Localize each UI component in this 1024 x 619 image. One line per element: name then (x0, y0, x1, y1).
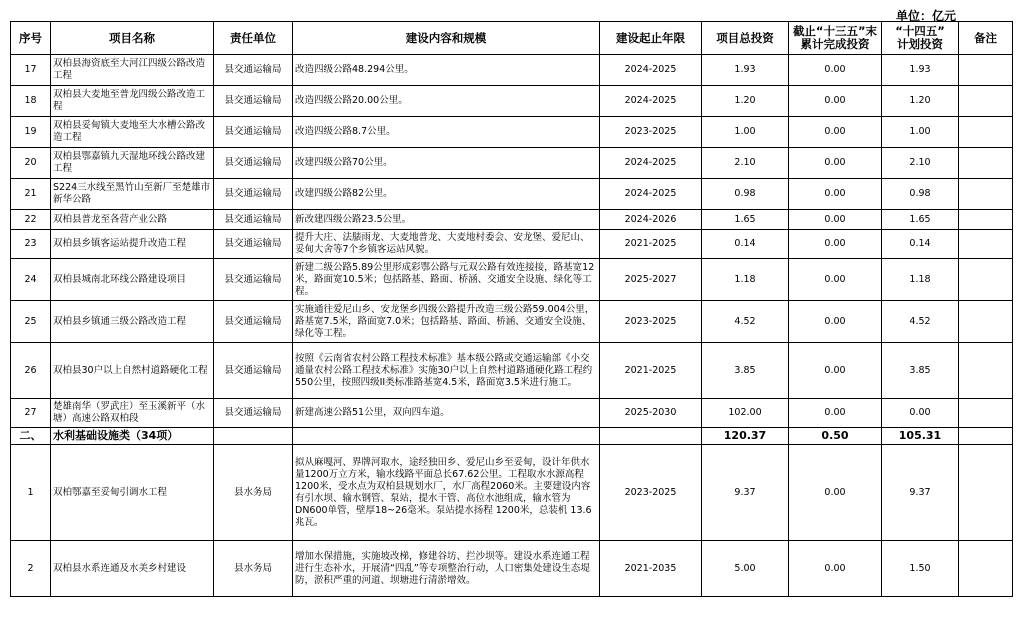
header-total: 项目总投资 (702, 22, 789, 55)
unit-label: 单位：亿元 (896, 9, 957, 23)
cell-no: 2 (11, 541, 51, 597)
cell-done: 0.00 (789, 230, 882, 259)
cell-name: S224三水线至黑竹山至新厂至楚雄市新华公路 (51, 179, 214, 210)
header-plan-line2: 计划投资 (897, 37, 943, 51)
cell-no: 22 (11, 210, 51, 230)
cell-name: 楚雄南华（罗武庄）至玉溪新平（水塘）高速公路双柏段 (51, 399, 214, 428)
cell-done: 0.00 (789, 86, 882, 117)
cell-total: 9.37 (702, 445, 789, 541)
cell-period: 2023-2025 (600, 445, 702, 541)
cell-period: 2024-2025 (600, 148, 702, 179)
cell-no: 17 (11, 55, 51, 86)
cell-remark (959, 148, 1013, 179)
section-name: 水利基础设施类（34项） (51, 428, 214, 445)
cell-name: 双柏县乡镇通三级公路改造工程 (51, 301, 214, 343)
cell-done: 0.00 (789, 343, 882, 399)
cell-total: 2.10 (702, 148, 789, 179)
cell-content: 拟从麻嘎河、界牌河取水，途经独田乡、爱尼山乡至妥甸，设计年供水量1200万立方米，输水线路平面总长67.62公里。工程取水水源高程1200米，受水点为双柏县规划水厂，水厂高程2060米。主要建设内容有引水坝、输水钢管、泵站，提水干管、高位水池组成，输水管为DN600单管，壁厚18~26毫米。泵站提水扬程 1200米，总装机 13.6兆瓦。 (293, 445, 600, 541)
cell-name: 双柏县鄂嘉镇九天湿地环线公路改建工程 (51, 148, 214, 179)
cell-plan: 1.93 (882, 55, 959, 86)
cell-no: 27 (11, 399, 51, 428)
cell-dept: 县交通运输局 (214, 210, 293, 230)
cell-period: 2025-2027 (600, 259, 702, 301)
cell-total: 1.65 (702, 210, 789, 230)
section-dept (214, 428, 293, 445)
cell-remark (959, 210, 1013, 230)
cell-plan: 4.52 (882, 301, 959, 343)
cell-dept: 县交通运输局 (214, 148, 293, 179)
cell-period: 2024-2025 (600, 55, 702, 86)
cell-dept: 县交通运输局 (214, 86, 293, 117)
cell-done: 0.00 (789, 148, 882, 179)
table-row (11, 86, 1013, 117)
cell-no: 24 (11, 259, 51, 301)
cell-content: 增加水保措施，实施坡改梯，修建谷坊、拦沙坝等。建设水系连通工程进行生态补水，开展清“四乱”等专项整治行动，人口密集处建设生态堤防，淤积严重的河道、坝塘进行清淤增效。 (293, 541, 600, 597)
header-no: 序号 (11, 22, 51, 55)
cell-done: 0.00 (789, 117, 882, 148)
section-content (293, 428, 600, 445)
header-row (11, 22, 1013, 55)
cell-done: 0.00 (789, 259, 882, 301)
cell-total: 1.20 (702, 86, 789, 117)
cell-remark (959, 230, 1013, 259)
header-remark: 备注 (959, 22, 1013, 55)
header-content: 建设内容和规模 (293, 22, 600, 55)
cell-no: 23 (11, 230, 51, 259)
cell-period: 2021-2035 (600, 541, 702, 597)
cell-remark (959, 343, 1013, 399)
cell-total: 1.18 (702, 259, 789, 301)
cell-content: 改造四级公路48.294公里。 (293, 55, 600, 86)
table-row (11, 148, 1013, 179)
cell-total: 0.98 (702, 179, 789, 210)
cell-content: 提升大庄、法脿雨龙、大麦地普龙、大麦地村委会、安龙堡、爱尼山、妥甸大舍等7个乡镇客运站风貌。 (293, 230, 600, 259)
cell-dept: 县交通运输局 (214, 55, 293, 86)
cell-plan: 2.10 (882, 148, 959, 179)
cell-dept: 县交通运输局 (214, 230, 293, 259)
cell-content: 实施通往爱尼山乡、安龙堡乡四级公路提升改造三级公路59.004公里，路基宽7.5米，路面宽7.0米；包括路基、路面、桥涵、交通安全设施、绿化等工程。 (293, 301, 600, 343)
header-done (789, 22, 882, 55)
cell-content: 新改建四级公路23.5公里。 (293, 210, 600, 230)
header-done-line2: 累计完成投资 (800, 37, 870, 51)
cell-remark (959, 55, 1013, 86)
cell-plan: 1.65 (882, 210, 959, 230)
cell-no: 26 (11, 343, 51, 399)
cell-dept: 县交通运输局 (214, 399, 293, 428)
cell-remark (959, 86, 1013, 117)
cell-total: 1.00 (702, 117, 789, 148)
cell-plan: 1.20 (882, 86, 959, 117)
cell-dept: 县交通运输局 (214, 259, 293, 301)
cell-remark (959, 445, 1013, 541)
cell-total: 102.00 (702, 399, 789, 428)
cell-period: 2024-2025 (600, 179, 702, 210)
cell-name: 双柏鄂嘉至妥甸引调水工程 (51, 445, 214, 541)
table-row (11, 301, 1013, 343)
cell-content: 新建高速公路51公里，双向四车道。 (293, 399, 600, 428)
cell-content: 新建二级公路5.89公里形成彩鄂公路与元双公路有效连接接，路基宽12米，路面宽10.5米；包括路基、路面、桥涵、交通安全设施、绿化等工程。 (293, 259, 600, 301)
cell-plan: 0.00 (882, 399, 959, 428)
cell-done: 0.00 (789, 210, 882, 230)
cell-dept: 县交通运输局 (214, 343, 293, 399)
table-row (11, 210, 1013, 230)
cell-no: 20 (11, 148, 51, 179)
header-dept: 责任单位 (214, 22, 293, 55)
table-row (11, 179, 1013, 210)
cell-content: 按照《云南省农村公路工程技术标准》基本级公路或交通运输部《小交通量农村公路工程技术标准》实施30户以上自然村道路通硬化路工程约550公里，按照四级II类标准路基宽4.5米，路面宽3.5米进行施工。 (293, 343, 600, 399)
cell-no: 25 (11, 301, 51, 343)
cell-name: 双柏县城南北环线公路建设项目 (51, 259, 214, 301)
cell-dept: 县交通运输局 (214, 117, 293, 148)
cell-done: 0.00 (789, 541, 882, 597)
cell-name: 双柏县普龙至各营产业公路 (51, 210, 214, 230)
cell-remark (959, 301, 1013, 343)
cell-done: 0.00 (789, 399, 882, 428)
header-name: 项目名称 (51, 22, 214, 55)
table-row (11, 55, 1013, 86)
header-plan-line1: “十四五” (895, 24, 945, 38)
cell-remark (959, 117, 1013, 148)
cell-no: 1 (11, 445, 51, 541)
cell-total: 1.93 (702, 55, 789, 86)
cell-period: 2025-2030 (600, 399, 702, 428)
table-row (11, 259, 1013, 301)
cell-name: 双柏县30户以上自然村道路硬化工程 (51, 343, 214, 399)
cell-content: 改建四级公路70公里。 (293, 148, 600, 179)
cell-no: 19 (11, 117, 51, 148)
cell-plan: 1.00 (882, 117, 959, 148)
cell-period: 2024-2026 (600, 210, 702, 230)
cell-name: 双柏县乡镇客运站提升改造工程 (51, 230, 214, 259)
cell-period: 2023-2025 (600, 117, 702, 148)
table-row (11, 230, 1013, 259)
cell-done: 0.00 (789, 301, 882, 343)
cell-no: 18 (11, 86, 51, 117)
project-table (10, 21, 1013, 597)
cell-content: 改造四级公路20.00公里。 (293, 86, 600, 117)
cell-dept: 县水务局 (214, 541, 293, 597)
cell-plan: 3.85 (882, 343, 959, 399)
cell-total: 0.14 (702, 230, 789, 259)
cell-name: 双柏县妥甸镇大麦地至大水槽公路改造工程 (51, 117, 214, 148)
table-row (11, 399, 1013, 428)
table-row (11, 343, 1013, 399)
cell-dept: 县交通运输局 (214, 179, 293, 210)
header-period: 建设起止年限 (600, 22, 702, 55)
cell-remark (959, 179, 1013, 210)
cell-content: 改造四级公路8.7公里。 (293, 117, 600, 148)
table-row (11, 541, 1013, 597)
table-row (11, 445, 1013, 541)
section-remark (959, 428, 1013, 445)
cell-plan: 9.37 (882, 445, 959, 541)
cell-period: 2021-2025 (600, 230, 702, 259)
cell-name: 双柏县海资底至大河江四级公路改造工程 (51, 55, 214, 86)
table-row (11, 117, 1013, 148)
cell-period: 2024-2025 (600, 86, 702, 117)
cell-total: 3.85 (702, 343, 789, 399)
cell-total: 4.52 (702, 301, 789, 343)
cell-remark (959, 259, 1013, 301)
section-plan: 105.31 (882, 428, 959, 445)
cell-plan: 0.98 (882, 179, 959, 210)
cell-done: 0.00 (789, 179, 882, 210)
cell-done: 0.00 (789, 55, 882, 86)
cell-plan: 1.18 (882, 259, 959, 301)
section-period (600, 428, 702, 445)
section-row (11, 428, 1013, 445)
cell-plan: 0.14 (882, 230, 959, 259)
cell-total: 5.00 (702, 541, 789, 597)
cell-remark (959, 541, 1013, 597)
section-total: 120.37 (702, 428, 789, 445)
cell-period: 2021-2025 (600, 343, 702, 399)
cell-done: 0.00 (789, 445, 882, 541)
cell-dept: 县水务局 (214, 445, 293, 541)
cell-period: 2023-2025 (600, 301, 702, 343)
section-done: 0.50 (789, 428, 882, 445)
cell-dept: 县交通运输局 (214, 301, 293, 343)
header-plan (882, 22, 959, 55)
cell-content: 改建四级公路82公里。 (293, 179, 600, 210)
cell-plan: 1.50 (882, 541, 959, 597)
cell-name: 双柏县大麦地至普龙四级公路改造工程 (51, 86, 214, 117)
cell-name: 双柏县水系连通及水美乡村建设 (51, 541, 214, 597)
section-no: 二、 (11, 428, 51, 445)
header-done-line1: 截止“十三五”末 (792, 24, 878, 38)
cell-no: 21 (11, 179, 51, 210)
cell-remark (959, 399, 1013, 428)
